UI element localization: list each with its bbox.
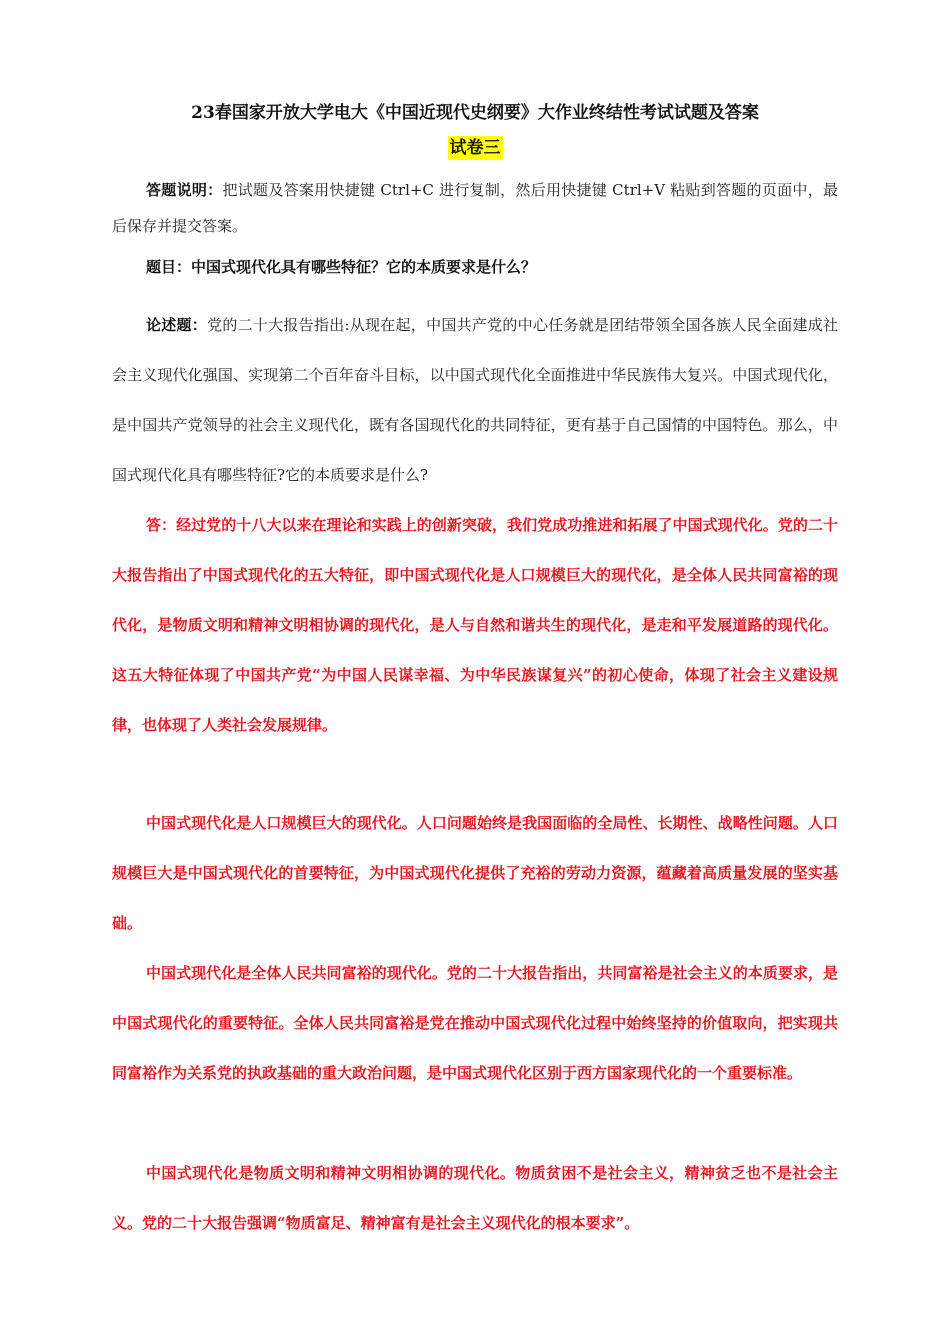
essay-label: 论述题： bbox=[146, 316, 208, 334]
essay-text: 党的二十大报告指出:从现在起，中国共产党的中心任务就是团结带领全国各族人民全面建成社会主义现代化强国、实现第二个百年奋斗目标，以中国式现代化全面推进中华民族伟大复兴。中国式现代化，是中国共产党领导的社会主义现代化，既有各国现代化的共同特征，更有基于自己国情的中国特色。那么，中国式现代化具有哪些特征?它的本质要求是什么? bbox=[112, 316, 838, 484]
answer-paragraph-3: 中国式现代化是全体人民共同富裕的现代化。党的二十大报告指出，共同富裕是社会主义的本质要求，是中国式现代化的重要特征。全体人民共同富裕是党在推动中国式现代化过程中始终坚持的价值取向，把实现共同富裕作为关系党的执政基础的重大政治问题，是中国式现代化区别于西方国家现代化的一个重要标准。 bbox=[112, 964, 838, 1082]
instructions-paragraph bbox=[112, 172, 838, 244]
instructions-label: 答题说明： bbox=[146, 181, 223, 199]
answer-paragraph-2: 中国式现代化是人口规模巨大的现代化。人口问题始终是我国面临的全局性、长期性、战略性问题。人口规模巨大是中国式现代化的首要特征，为中国式现代化提供了充裕的劳动力资源，蕴藏着高质量发展的坚实基础。 bbox=[112, 814, 838, 932]
question-heading: 题目：中国式现代化具有哪些特征？它的本质要求是什么？ bbox=[146, 258, 537, 276]
subtitle-wrapper bbox=[0, 136, 950, 160]
paper-subtitle: 试卷三 bbox=[449, 138, 501, 158]
answer-paragraph-4: 中国式现代化是物质文明和精神文明相协调的现代化。物质贫困不是社会主义，精神贫乏也不是社会主义。党的二十大报告强调“物质富足、精神富有是社会主义现代化的根本要求”。 bbox=[112, 1164, 838, 1232]
instructions-text: 把试题及答案用快捷键 Ctrl+C 进行复制，然后用快捷键 Ctrl+V 粘贴到答题的页面中，最后保存并提交答案。 bbox=[112, 181, 838, 235]
answer-paragraph-1: 答：经过党的十八大以来在理论和实践上的创新突破，我们党成功推进和拓展了中国式现代化。党的二十大报告指出了中国式现代化的五大特征，即中国式现代化是人口规模巨大的现代化，是全体人民共同富裕的现代化，是物质文明和精神文明相协调的现代化，是人与自然和谐共生的现代化，是走和平发展道路的现代化。这五大特征体现了中国共产党“为中国人民谋幸福、为中华民族谋复兴”的初心使命，体现了社会主义建设规律，也体现了人类社会发展规律。 bbox=[112, 516, 838, 734]
essay-paragraph bbox=[112, 300, 838, 500]
document-title: 23春国家开放大学电大《中国近现代史纲要》大作业终结性考试试题及答案 bbox=[191, 103, 759, 123]
